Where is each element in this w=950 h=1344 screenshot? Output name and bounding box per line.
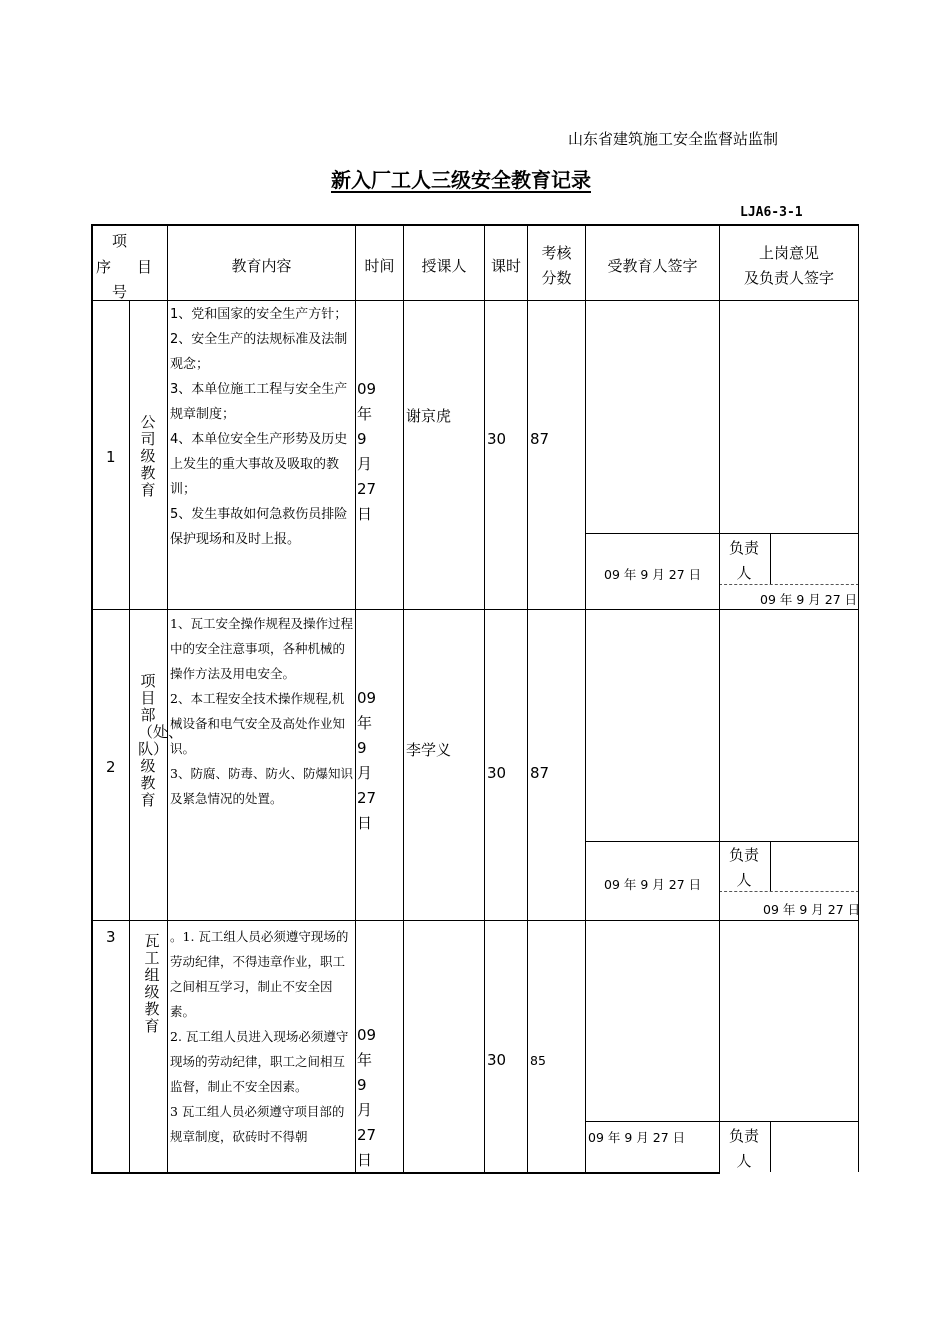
row1-resp-sep [770, 533, 771, 584]
row2-content-item: 2、本工程安全技术操作规程,机械设备和电气安全及高处作业知识。 [170, 691, 346, 756]
row3-no: 3 [106, 928, 116, 946]
row2-content [170, 611, 356, 811]
row2-score: 87 [530, 764, 550, 782]
row1-score: 87 [530, 430, 550, 448]
row3-time: 09年9月27日 [357, 1026, 377, 1169]
supervisor-label: 山东省建筑施工安全监督站监制 [568, 130, 779, 148]
col-sign-line [585, 224, 586, 1172]
header-lecturer: 授课人 [421, 257, 467, 275]
header-content: 教育内容 [231, 257, 292, 275]
row3-resp-sep [770, 1121, 771, 1172]
table-top-border [91, 224, 859, 226]
row3-score: 85 [530, 1053, 546, 1068]
row1-trainee-date: 09 年 9 月 27 日 [604, 567, 702, 582]
row2-lecturer: 李学义 [406, 741, 452, 759]
header-item-bottom: 号 [112, 283, 128, 301]
header-hours: 课时 [490, 257, 521, 275]
row1-content-item: 5、发生事故如何急救伤员排险保护现场和及时上报。 [170, 507, 348, 547]
row1-hours: 30 [487, 430, 507, 448]
row2-content-item: 1、瓦工安全操作规程及操作过程中的安全注意事项，各种机械的操作方法及用电安全。 [170, 616, 353, 681]
header-bottom-line [91, 300, 859, 301]
row3-level: 瓦工组级教育 [144, 932, 160, 1035]
header-item-right: 目 [137, 258, 153, 276]
col-content-line [167, 224, 168, 1172]
row2-sign-split [585, 841, 859, 842]
row1-level: 公司级教育 [140, 413, 156, 499]
row3-content-item: 2. 瓦工组人员进入现场必须遵守现场的劳动纪律，职工之间相互监督，制止不安全因素。 [170, 1029, 349, 1094]
row1-opinion-date: 09 年 9 月 27 日 [760, 592, 858, 607]
row2-trainee-date: 09 年 9 月 27 日 [604, 877, 702, 892]
row1-content-item: 4、本单位安全生产形势及历史上发生的重大事故及吸取的教训； [170, 432, 348, 497]
row2-content-item: 3、防腐、防毒、防火、防爆知识及紧急情况的处置。 [170, 766, 353, 806]
header-time: 时间 [364, 257, 395, 275]
row1-content-item: 1、党和国家的安全生产方针； [170, 307, 348, 322]
table-bottom-border [91, 1172, 719, 1174]
row3-content-item: 3 瓦工组人员必须遵守项目部的规章制度，砍砖时不得朝 [170, 1104, 345, 1144]
header-opinion-2: 及负责人签字 [743, 269, 834, 287]
header-score-1: 考核 [541, 244, 572, 262]
header-opinion-1: 上岗意见 [758, 244, 819, 262]
header-trainee-sign: 受教育人签字 [607, 257, 698, 275]
col-no-level-line [129, 300, 130, 1172]
row1-bottom-line [91, 609, 859, 610]
row2-no: 2 [106, 758, 116, 776]
col-lecturer-line [403, 224, 404, 1172]
col-score-line [527, 224, 528, 1172]
header-score-2: 分数 [541, 269, 572, 287]
row3-sign-split [585, 1121, 859, 1122]
header-item-left: 序 [96, 258, 112, 276]
row1-content-item: 3、本单位施工工程与安全生产规章制度； [170, 382, 348, 422]
row1-content-item: 2、安全生产的法规标准及法制观念； [170, 332, 348, 372]
row2-bottom-line [91, 920, 859, 921]
row1-no: 1 [106, 448, 116, 466]
row3-content [170, 924, 356, 1171]
table-right-border [858, 224, 859, 1172]
row3-content-item: 。1. 瓦工组人员必须遵守现场的劳动纪律，不得违章作业，职工之间相互学习，制止不安全因素。 [170, 929, 349, 1019]
row3-responsible-label: 负责人 [728, 1127, 759, 1170]
col-opinion-line [719, 224, 720, 1174]
row1-content [170, 302, 356, 552]
row1-responsible-label: 负责人 [728, 539, 759, 582]
row3-trainee-date: 09 年 9 月 27 日 [588, 1130, 686, 1145]
row2-responsible-label: 负责人 [728, 846, 759, 889]
row2-hours: 30 [487, 764, 507, 782]
row2-opinion-date: 09 年 9 月 27 日 [763, 902, 861, 917]
form-code: LJA6-3-1 [740, 205, 803, 220]
row2-level: 项目部（处、队）级教育 [138, 672, 184, 809]
header-item-top: 项 [112, 232, 128, 250]
table-left-border [91, 224, 93, 1173]
page-title: 新入厂工人三级安全教育记录 [331, 168, 591, 192]
row1-time: 09年9月27日 [357, 380, 377, 523]
row1-sign-split [585, 533, 859, 534]
row3-hours: 30 [487, 1051, 507, 1069]
col-hours-line [484, 224, 485, 1172]
row1-lecturer: 谢京虎 [406, 407, 452, 425]
row2-time: 09年9月27日 [357, 689, 377, 832]
row2-resp-sep [770, 841, 771, 891]
